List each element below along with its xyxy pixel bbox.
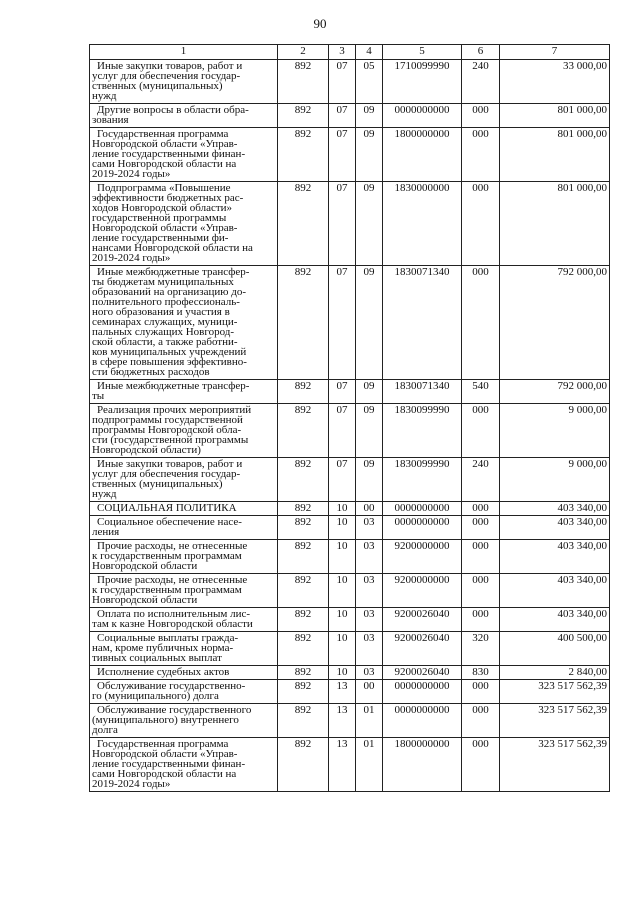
- expense-name-line: 2019-2024 годы»: [92, 252, 171, 264]
- ministry-code: 892: [278, 404, 329, 458]
- expense-name-line: Оплата по исполнительным лис-: [97, 608, 251, 620]
- target-article-code: 0000000000: [383, 704, 462, 738]
- expense-name-line: пальных служащих Новгород-: [92, 326, 235, 338]
- target-article-code: 1800000000: [383, 128, 462, 182]
- table-row: [90, 458, 610, 502]
- section-code: 07: [329, 128, 356, 182]
- section-code: 10: [329, 666, 356, 680]
- expense-name-line: 2019-2024 годы»: [92, 778, 171, 790]
- expense-name-line: ской области, а также работни-: [92, 336, 238, 348]
- expense-name-line: подпрограммы государственной: [92, 414, 243, 426]
- expense-name-line: Иные межбюджетные трансфер-: [97, 266, 250, 278]
- target-article-code: 9200026040: [383, 608, 462, 632]
- table-row: [90, 266, 610, 380]
- ministry-code: 892: [278, 502, 329, 516]
- page-number: 90: [313, 16, 327, 31]
- subsection-code: 09: [356, 182, 383, 266]
- target-article-code: 1830071340: [383, 380, 462, 404]
- section-code: 07: [329, 182, 356, 266]
- expense-name-line: Иные межбюджетные трансфер-: [97, 380, 250, 392]
- column-header: 3: [329, 45, 356, 60]
- expense-type-code: 000: [462, 738, 500, 792]
- expense-type-code: 320: [462, 632, 500, 666]
- table-row: [90, 608, 610, 632]
- expense-name: [90, 104, 278, 128]
- expense-name-line: ление государственными фи-: [92, 232, 229, 244]
- expense-name-line: ления: [92, 526, 120, 538]
- subsection-code: 03: [356, 540, 383, 574]
- expense-name-line: там к казне Новгородской области: [92, 618, 253, 630]
- amount: 801 000,00: [500, 182, 610, 266]
- expense-name-line: Обслуживание государственного: [97, 704, 252, 716]
- column-header: 4: [356, 45, 383, 60]
- section-code: 10: [329, 540, 356, 574]
- table-row: [90, 666, 610, 680]
- target-article-code: 0000000000: [383, 516, 462, 540]
- expense-name-line: нужд: [92, 488, 117, 500]
- expense-type-code: 000: [462, 404, 500, 458]
- target-article-code: 9200026040: [383, 666, 462, 680]
- subsection-code: 01: [356, 738, 383, 792]
- ministry-code: 892: [278, 182, 329, 266]
- expense-name-line: Другие вопросы в области обра-: [97, 104, 249, 116]
- expense-name-line: тивных социальных выплат: [92, 652, 222, 664]
- table-row: [90, 516, 610, 540]
- expense-name: [90, 738, 278, 792]
- target-article-code: 0000000000: [383, 502, 462, 516]
- expense-name-line: Социальные выплаты гражда-: [97, 632, 239, 644]
- amount: 2 840,00: [500, 666, 610, 680]
- ministry-code: 892: [278, 128, 329, 182]
- amount: 403 340,00: [500, 574, 610, 608]
- expense-name: [90, 182, 278, 266]
- subsection-code: 00: [356, 502, 383, 516]
- expense-name-line: Реализация прочих мероприятий: [97, 404, 252, 416]
- table-row: [90, 404, 610, 458]
- ministry-code: 892: [278, 574, 329, 608]
- expense-name-line: Новгородской области «Управ-: [92, 138, 238, 150]
- expense-name-line: Подпрограмма «Повышение: [97, 182, 231, 194]
- expense-name-line: сти (государственной программы: [92, 434, 249, 446]
- expense-name-line: ты: [92, 390, 105, 402]
- expense-type-code: 000: [462, 266, 500, 380]
- expense-name-line: ного образования и участия в: [92, 306, 230, 318]
- section-code: 10: [329, 574, 356, 608]
- section-code: 10: [329, 632, 356, 666]
- target-article-code: 1830099990: [383, 458, 462, 502]
- expense-name-line: полнительного профессиональ-: [92, 296, 240, 308]
- expense-type-code: 540: [462, 380, 500, 404]
- expense-name: [90, 516, 278, 540]
- expense-type-code: 000: [462, 540, 500, 574]
- amount: 792 000,00: [500, 380, 610, 404]
- ministry-code: 892: [278, 704, 329, 738]
- expense-name-line: ление государственными финан-: [92, 758, 246, 770]
- expense-name-line: сти бюджетных расходов: [92, 366, 210, 378]
- amount: 400 500,00: [500, 632, 610, 666]
- amount: 403 340,00: [500, 608, 610, 632]
- expense-name-line: СОЦИАЛЬНАЯ ПОЛИТИКА: [97, 502, 237, 514]
- amount: 801 000,00: [500, 104, 610, 128]
- target-article-code: 9200000000: [383, 540, 462, 574]
- section-code: 07: [329, 104, 356, 128]
- section-code: 10: [329, 516, 356, 540]
- target-article-code: 1830000000: [383, 182, 462, 266]
- table-row: [90, 704, 610, 738]
- expense-name-line: Иные закупки товаров, работ и: [97, 60, 243, 72]
- expense-name: [90, 502, 278, 516]
- subsection-code: 05: [356, 60, 383, 104]
- expense-name-line: нам, кроме публичных норма-: [92, 642, 234, 654]
- subsection-code: 01: [356, 704, 383, 738]
- section-code: 07: [329, 60, 356, 104]
- expense-name-line: Новгородской области): [92, 444, 201, 456]
- table-row: [90, 632, 610, 666]
- expense-name-line: Прочие расходы, не отнесенные: [97, 540, 248, 552]
- table-row: [90, 574, 610, 608]
- table-row: [90, 502, 610, 516]
- expense-name-line: Исполнение судебных актов: [97, 666, 230, 678]
- amount: 403 340,00: [500, 502, 610, 516]
- expense-name-line: Новгородской области: [92, 594, 198, 606]
- subsection-code: 03: [356, 666, 383, 680]
- subsection-code: 03: [356, 608, 383, 632]
- table-row: [90, 680, 610, 704]
- table-row: [90, 738, 610, 792]
- ministry-code: 892: [278, 266, 329, 380]
- target-article-code: 9200000000: [383, 574, 462, 608]
- budget-table: [89, 44, 610, 792]
- subsection-code: 09: [356, 128, 383, 182]
- amount: 403 340,00: [500, 516, 610, 540]
- section-code: 10: [329, 502, 356, 516]
- column-header: 7: [500, 45, 610, 60]
- target-article-code: 1830071340: [383, 266, 462, 380]
- expense-name: [90, 60, 278, 104]
- expense-type-code: 000: [462, 128, 500, 182]
- amount: 801 000,00: [500, 128, 610, 182]
- section-code: 07: [329, 458, 356, 502]
- table-header-row: [90, 45, 610, 60]
- expense-name-line: образований на организацию до-: [92, 286, 247, 298]
- expense-name-line: Новгородской области «Управ-: [92, 748, 238, 760]
- expense-name-line: Новгородской области «Управ-: [92, 222, 238, 234]
- expense-name: [90, 704, 278, 738]
- expense-type-code: 000: [462, 182, 500, 266]
- expense-name-line: ственных (муниципальных): [92, 80, 223, 92]
- expense-type-code: 000: [462, 104, 500, 128]
- target-article-code: 1830099990: [383, 404, 462, 458]
- ministry-code: 892: [278, 608, 329, 632]
- target-article-code: 0000000000: [383, 104, 462, 128]
- column-header: 5: [383, 45, 462, 60]
- ministry-code: 892: [278, 666, 329, 680]
- expense-name-line: ты бюджетам муниципальных: [92, 276, 234, 288]
- table-row: [90, 60, 610, 104]
- ministry-code: 892: [278, 104, 329, 128]
- expense-name: [90, 574, 278, 608]
- section-code: 07: [329, 266, 356, 380]
- amount: 33 000,00: [500, 60, 610, 104]
- expense-name-line: (муниципального) внутреннего: [92, 714, 239, 726]
- expense-name-line: сами Новгородской области на: [92, 768, 237, 780]
- expense-name-line: зования: [92, 114, 129, 126]
- expense-name: [90, 632, 278, 666]
- target-article-code: 9200026040: [383, 632, 462, 666]
- expense-type-code: 830: [462, 666, 500, 680]
- subsection-code: 09: [356, 404, 383, 458]
- expense-type-code: 000: [462, 608, 500, 632]
- section-code: 07: [329, 380, 356, 404]
- amount: 323 517 562,39: [500, 680, 610, 704]
- table-row: [90, 380, 610, 404]
- expense-name: [90, 458, 278, 502]
- expense-name-line: Иные закупки товаров, работ и: [97, 458, 243, 470]
- amount: 323 517 562,39: [500, 704, 610, 738]
- expense-name-line: к государственным программам: [92, 550, 242, 562]
- expense-name-line: долга: [92, 724, 118, 736]
- section-code: 13: [329, 680, 356, 704]
- expense-name-line: сами Новгородской области на: [92, 158, 237, 170]
- target-article-code: 0000000000: [383, 680, 462, 704]
- ministry-code: 892: [278, 458, 329, 502]
- expense-type-code: 240: [462, 60, 500, 104]
- expense-name-line: ходов Новгородской области»: [92, 202, 233, 214]
- table-row: [90, 182, 610, 266]
- expense-name-line: государственной программы: [92, 212, 227, 224]
- expense-name-line: Государственная программа: [97, 738, 229, 750]
- expense-name: [90, 380, 278, 404]
- subsection-code: 09: [356, 266, 383, 380]
- expense-name-line: услуг для обеспечения государ-: [92, 70, 241, 82]
- subsection-code: 03: [356, 632, 383, 666]
- expense-name-line: ственных (муниципальных): [92, 478, 223, 490]
- ministry-code: 892: [278, 60, 329, 104]
- subsection-code: 03: [356, 574, 383, 608]
- expense-name: [90, 266, 278, 380]
- expense-type-code: 000: [462, 516, 500, 540]
- amount: 9 000,00: [500, 458, 610, 502]
- expense-name-line: программы Новгородской обла-: [92, 424, 242, 436]
- expense-name-line: ков муниципальных учреждений: [92, 346, 247, 358]
- column-header: 2: [278, 45, 329, 60]
- subsection-code: 09: [356, 458, 383, 502]
- amount: 323 517 562,39: [500, 738, 610, 792]
- expense-name-line: услуг для обеспечения государ-: [92, 468, 241, 480]
- target-article-code: 1710099990: [383, 60, 462, 104]
- ministry-code: 892: [278, 380, 329, 404]
- ministry-code: 892: [278, 738, 329, 792]
- expense-name: [90, 404, 278, 458]
- expense-name-line: Социальное обеспечение насе-: [97, 516, 242, 528]
- subsection-code: 09: [356, 380, 383, 404]
- section-code: 07: [329, 404, 356, 458]
- table-row: [90, 540, 610, 574]
- section-code: 10: [329, 608, 356, 632]
- section-code: 13: [329, 738, 356, 792]
- expense-type-code: 000: [462, 574, 500, 608]
- amount: 403 340,00: [500, 540, 610, 574]
- table-row: [90, 104, 610, 128]
- expense-name: [90, 128, 278, 182]
- section-code: 13: [329, 704, 356, 738]
- subsection-code: 09: [356, 104, 383, 128]
- expense-name-line: семинарах служащих, муници-: [92, 316, 238, 328]
- expense-name: [90, 666, 278, 680]
- expense-name-line: го (муниципального) долга: [92, 690, 219, 702]
- ministry-code: 892: [278, 516, 329, 540]
- expense-name-line: 2019-2024 годы»: [92, 168, 171, 180]
- expense-name-line: Прочие расходы, не отнесенные: [97, 574, 248, 586]
- expense-name-line: ление государственными финан-: [92, 148, 246, 160]
- amount: 792 000,00: [500, 266, 610, 380]
- expense-type-code: 000: [462, 502, 500, 516]
- expense-name: [90, 540, 278, 574]
- column-header: 6: [462, 45, 500, 60]
- target-article-code: 1800000000: [383, 738, 462, 792]
- expense-name-line: к государственным программам: [92, 584, 242, 596]
- table-row: [90, 128, 610, 182]
- subsection-code: 00: [356, 680, 383, 704]
- amount: 9 000,00: [500, 404, 610, 458]
- table-body: [90, 60, 610, 792]
- ministry-code: 892: [278, 680, 329, 704]
- expense-type-code: 240: [462, 458, 500, 502]
- expense-name-line: в сфере повышения эффективно-: [92, 356, 247, 368]
- expense-name-line: эффективности бюджетных рас-: [92, 192, 244, 204]
- ministry-code: 892: [278, 540, 329, 574]
- expense-type-code: 000: [462, 704, 500, 738]
- expense-name-line: нансами Новгородской области на: [92, 242, 253, 254]
- ministry-code: 892: [278, 632, 329, 666]
- subsection-code: 03: [356, 516, 383, 540]
- expense-name: [90, 680, 278, 704]
- expense-name-line: Новгородской области: [92, 560, 198, 572]
- expense-type-code: 000: [462, 680, 500, 704]
- column-header: 1: [90, 45, 278, 60]
- expense-name: [90, 608, 278, 632]
- expense-name-line: Обслуживание государственно-: [97, 680, 246, 692]
- expense-name-line: нужд: [92, 90, 117, 102]
- expense-name-line: Государственная программа: [97, 128, 229, 140]
